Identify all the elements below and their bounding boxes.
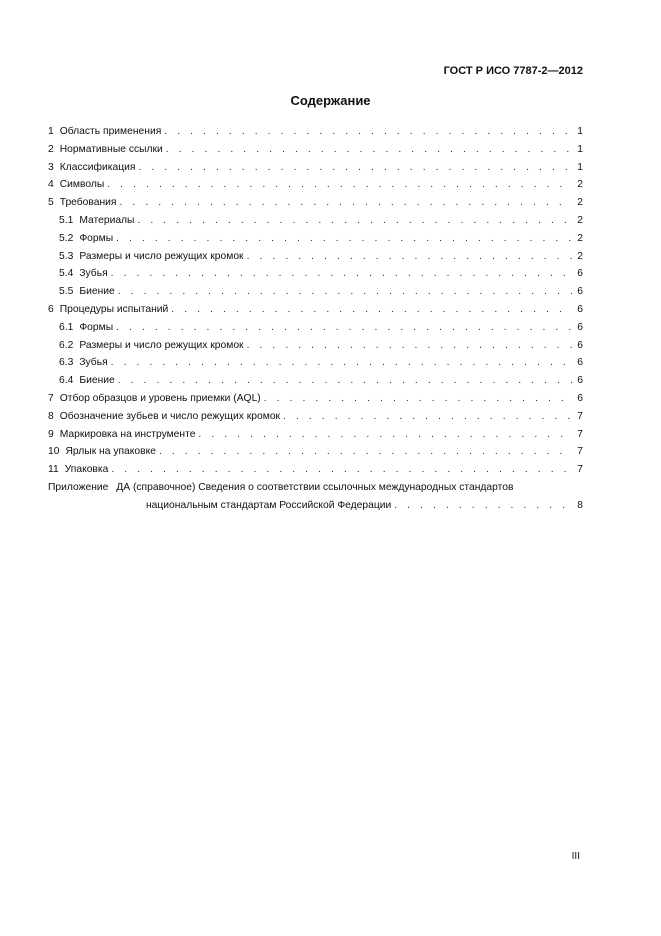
- toc-entry-page: 6: [577, 339, 583, 351]
- toc-entry-page: 2: [577, 232, 583, 244]
- toc-entry[interactable]: [48, 319, 583, 337]
- toc-entry[interactable]: [48, 194, 583, 212]
- toc-entry-title: Символы: [59, 179, 105, 191]
- toc-leader-dots: [107, 176, 572, 194]
- toc-appendix-entry[interactable]: [48, 479, 583, 515]
- toc-entry-number: 6.4: [59, 375, 74, 387]
- toc-leader-dots: [118, 283, 572, 301]
- toc-entry-page: 6: [577, 392, 583, 404]
- standard-code: ГОСТ Р ИСО 7787-2—2012: [443, 65, 583, 77]
- toc-entry-page: 2: [577, 250, 583, 262]
- toc-entry-title: Зубья: [79, 357, 108, 369]
- toc-entry-title: Обозначение зубьев и число режущих кромок: [59, 410, 281, 422]
- toc-entry-title: Зубья: [79, 268, 108, 280]
- toc-leader-dots: [283, 408, 572, 426]
- toc-entry-page: 1: [577, 126, 583, 137]
- table-of-contents: [48, 123, 583, 515]
- toc-entry-title: Отбор образцов и уровень приемки (AQL): [59, 392, 261, 404]
- toc-leader-dots: [264, 390, 572, 408]
- toc-entry-number: 5.2: [59, 232, 74, 244]
- toc-entry-title: Материалы: [79, 214, 135, 226]
- appendix-page: 8: [577, 499, 583, 511]
- toc-entry-number: 5.5: [59, 286, 74, 298]
- toc-leader-dots: [198, 426, 572, 444]
- toc-entry-title: Требования: [59, 197, 117, 209]
- toc-leader-dots: [116, 319, 572, 337]
- toc-entry-number: 11: [48, 464, 59, 476]
- toc-entry[interactable]: [48, 390, 583, 408]
- toc-entry-number: 5: [48, 197, 54, 209]
- toc-leader-dots: [137, 212, 572, 230]
- toc-entry-title: Биение: [79, 375, 115, 387]
- page-number: III: [571, 851, 580, 862]
- toc-entry-page: 7: [577, 464, 583, 476]
- toc-entry-title: Ярлык на упаковке: [65, 446, 156, 458]
- toc-entry-title: Биение: [79, 286, 115, 298]
- toc-entry-number: 1: [48, 126, 54, 137]
- toc-entry[interactable]: [48, 248, 583, 266]
- toc-entry-number: 9: [48, 428, 54, 440]
- toc-entry[interactable]: [48, 426, 583, 444]
- toc-leader-dots: [111, 354, 572, 372]
- toc-leader-dots: [247, 337, 572, 355]
- toc-entry[interactable]: [48, 265, 583, 283]
- toc-entry-number: 5.3: [59, 250, 74, 262]
- toc-entry[interactable]: [48, 301, 583, 319]
- appendix-title-line2: национальным стандартам Российской Федерации: [146, 499, 392, 511]
- toc-leader-dots: [116, 230, 572, 248]
- toc-entry-number: 6.1: [59, 321, 74, 333]
- toc-entry-page: 6: [577, 375, 583, 387]
- toc-entry-page: 6: [577, 357, 583, 369]
- toc-entry-title: Нормативные ссылки: [59, 143, 163, 155]
- toc-entry[interactable]: [48, 337, 583, 355]
- toc-entry-title: Область применения: [59, 126, 162, 137]
- toc-entry[interactable]: [48, 230, 583, 248]
- toc-entry[interactable]: [48, 212, 583, 230]
- toc-entry-number: 5.1: [59, 214, 74, 226]
- toc-entry[interactable]: [48, 141, 583, 159]
- toc-entry-number: 6.3: [59, 357, 74, 369]
- appendix-label: Приложение: [48, 481, 109, 493]
- toc-entry-page: 6: [577, 268, 583, 280]
- toc-entry[interactable]: [48, 283, 583, 301]
- toc-leader-dots: [164, 123, 572, 141]
- toc-leader-dots: [159, 443, 572, 461]
- toc-leader-dots: [247, 248, 572, 266]
- toc-leader-dots: [120, 194, 572, 212]
- toc-leader-dots: [171, 301, 572, 319]
- toc-entry-title: Формы: [79, 321, 114, 333]
- toc-entry[interactable]: [48, 123, 583, 141]
- toc-entry-title: Формы: [79, 232, 114, 244]
- toc-entry-number: 3: [48, 161, 54, 173]
- toc-leader-dots: [138, 159, 572, 177]
- toc-entry[interactable]: [48, 354, 583, 372]
- toc-entry[interactable]: [48, 443, 583, 461]
- toc-entry-title: Классификация: [59, 161, 136, 173]
- toc-entry-page: 7: [577, 428, 583, 440]
- toc-entry-page: 2: [577, 179, 583, 191]
- toc-leader-dots: [111, 461, 572, 479]
- toc-entry-number: 6.2: [59, 339, 74, 351]
- toc-entry[interactable]: [48, 159, 583, 177]
- toc-entry[interactable]: [48, 372, 583, 390]
- toc-title: Содержание: [290, 93, 371, 108]
- toc-entry-page: 2: [577, 197, 583, 209]
- toc-entry-number: 8: [48, 410, 54, 422]
- toc-entry-number: 10: [48, 446, 60, 458]
- toc-leader-dots: [394, 497, 572, 515]
- toc-entry-number: 7: [48, 392, 54, 404]
- toc-entry-page: 7: [577, 446, 583, 458]
- toc-entry-number: 2: [48, 143, 54, 155]
- toc-leader-dots: [166, 141, 572, 159]
- toc-leader-dots: [118, 372, 572, 390]
- toc-entry-number: 6: [48, 303, 54, 315]
- toc-leader-dots: [111, 265, 572, 283]
- toc-entry[interactable]: [48, 461, 583, 479]
- toc-entry-number: 5.4: [59, 268, 74, 280]
- toc-entry-page: 6: [577, 303, 583, 315]
- toc-entry-title: Процедуры испытаний: [59, 303, 169, 315]
- toc-entry-title: Маркировка на инструменте: [59, 428, 196, 440]
- toc-entry-page: 1: [577, 161, 583, 173]
- toc-entry-title: Упаковка: [64, 464, 109, 476]
- appendix-title-line1: ДА (справочное) Сведения о соответствии ссылочных международных стандартов: [116, 481, 514, 493]
- toc-entry-page: 6: [577, 286, 583, 298]
- toc-entry-number: 4: [48, 179, 54, 191]
- toc-entry-page: 1: [577, 143, 583, 155]
- toc-entry-page: 7: [577, 410, 583, 422]
- toc-entry-page: 2: [577, 214, 583, 226]
- toc-entry[interactable]: [48, 408, 583, 426]
- toc-entry[interactable]: [48, 176, 583, 194]
- toc-entry-page: 6: [577, 321, 583, 333]
- toc-entry-title: Размеры и число режущих кромок: [79, 250, 244, 262]
- toc-entry-title: Размеры и число режущих кромок: [79, 339, 244, 351]
